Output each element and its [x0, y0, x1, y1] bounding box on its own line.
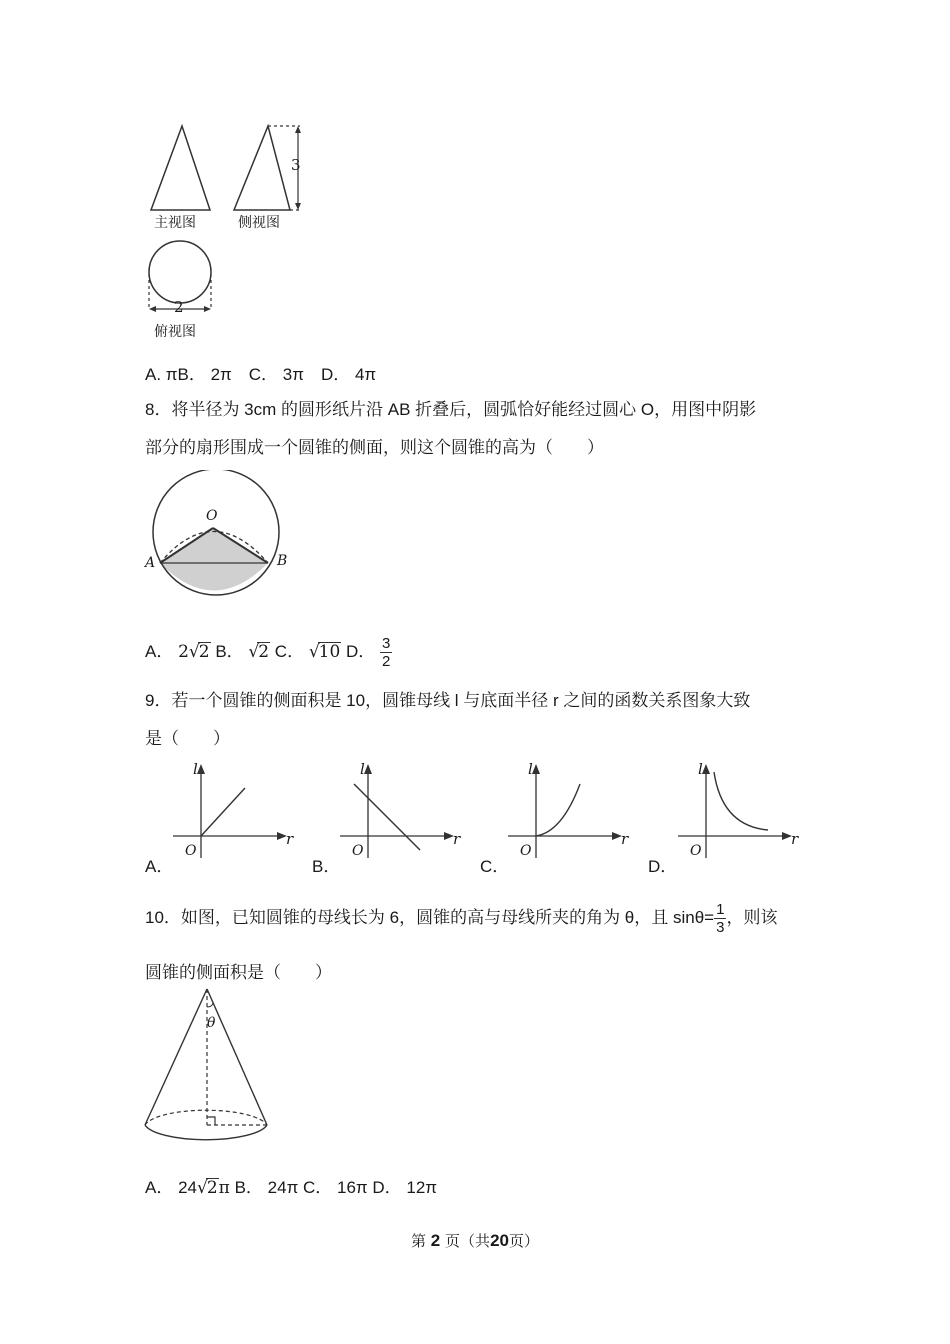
q9-label-C: C．: [480, 857, 510, 876]
q9-C-axis-l: l: [528, 760, 533, 778]
q9-label-B: B．: [312, 857, 341, 876]
q10-stem-line2: 圆锥的侧面积是（ ）: [145, 963, 332, 982]
top-view-label: 俯视图: [154, 324, 196, 340]
q8-label-B: B: [277, 553, 288, 569]
theta-label: θ: [207, 1015, 216, 1031]
q10-cone-figure: [140, 985, 275, 1155]
q8-options: A． 2√2 B． √2 C． √10 D． $\frac{3}{2}$: [145, 635, 391, 670]
q8-folded-circle-figure: [140, 470, 300, 610]
q9-D-origin: O: [690, 843, 702, 859]
q7-options: A. πB． 2π C． 3π D． 4π: [145, 365, 377, 384]
sin-theta-fraction: $\frac{1}{3}$: [716, 901, 725, 936]
q9-stem-line1: 9．若一个圆锥的侧面积是 10，圆锥母线 l 与底面半径 r 之间的函数关系图象大致: [145, 691, 751, 710]
q9-D-axis-r: r: [791, 830, 799, 848]
q9-B-axis-r: r: [453, 830, 461, 848]
q8-label-A: A: [145, 555, 156, 571]
q9-A-axis-l: l: [193, 760, 198, 778]
q9-label-D: D．: [648, 857, 678, 876]
front-view-triangle: [151, 126, 210, 210]
total-pages: 20: [490, 1231, 509, 1250]
q9-stem-line2: 是（ ）: [145, 729, 230, 748]
q9-C-axis-r: r: [621, 830, 629, 848]
q9-D-axis-l: l: [698, 760, 703, 778]
q8-option-D-fraction: $\frac{3}{2}$: [382, 635, 391, 670]
q8-label-O: O: [206, 508, 218, 524]
height-label: 3: [291, 156, 301, 174]
q10-options: A． 24√2π B． 24π C． 16π D． 12π: [145, 1178, 438, 1198]
q8-stem-line1: 8．将半径为 3cm 的圆形纸片沿 AB 折叠后，圆弧恰好能经过圆心 O，用图中阴影: [145, 400, 757, 419]
page-footer: 第 2 页（共20页）: [411, 1231, 539, 1250]
top-view-circle: [149, 241, 211, 303]
page-number: 2: [430, 1231, 441, 1250]
q8-stem-line2: 部分的扇形围成一个圆锥的侧面，则这个圆锥的高为（ ）: [145, 438, 604, 457]
q9-label-A: A．: [145, 857, 174, 876]
q9-A-axis-r: r: [286, 830, 294, 848]
q9-C-origin: O: [520, 843, 532, 859]
q7-three-views-figure: [140, 118, 320, 346]
front-view-label: 主视图: [154, 215, 196, 231]
q9-A-origin: O: [185, 843, 197, 859]
q9-B-axis-l: l: [360, 760, 365, 778]
side-view-label: 侧视图: [238, 215, 280, 231]
q9-B-origin: O: [352, 843, 364, 859]
q10-stem-line1: 10．如图，已知圆锥的母线长为 6，圆锥的高与母线所夹的角为 θ，且 sinθ= $\frac{1}{3}$ ，则该: [145, 901, 778, 936]
side-view-triangle: [234, 126, 290, 210]
width-label: 2: [174, 298, 184, 316]
